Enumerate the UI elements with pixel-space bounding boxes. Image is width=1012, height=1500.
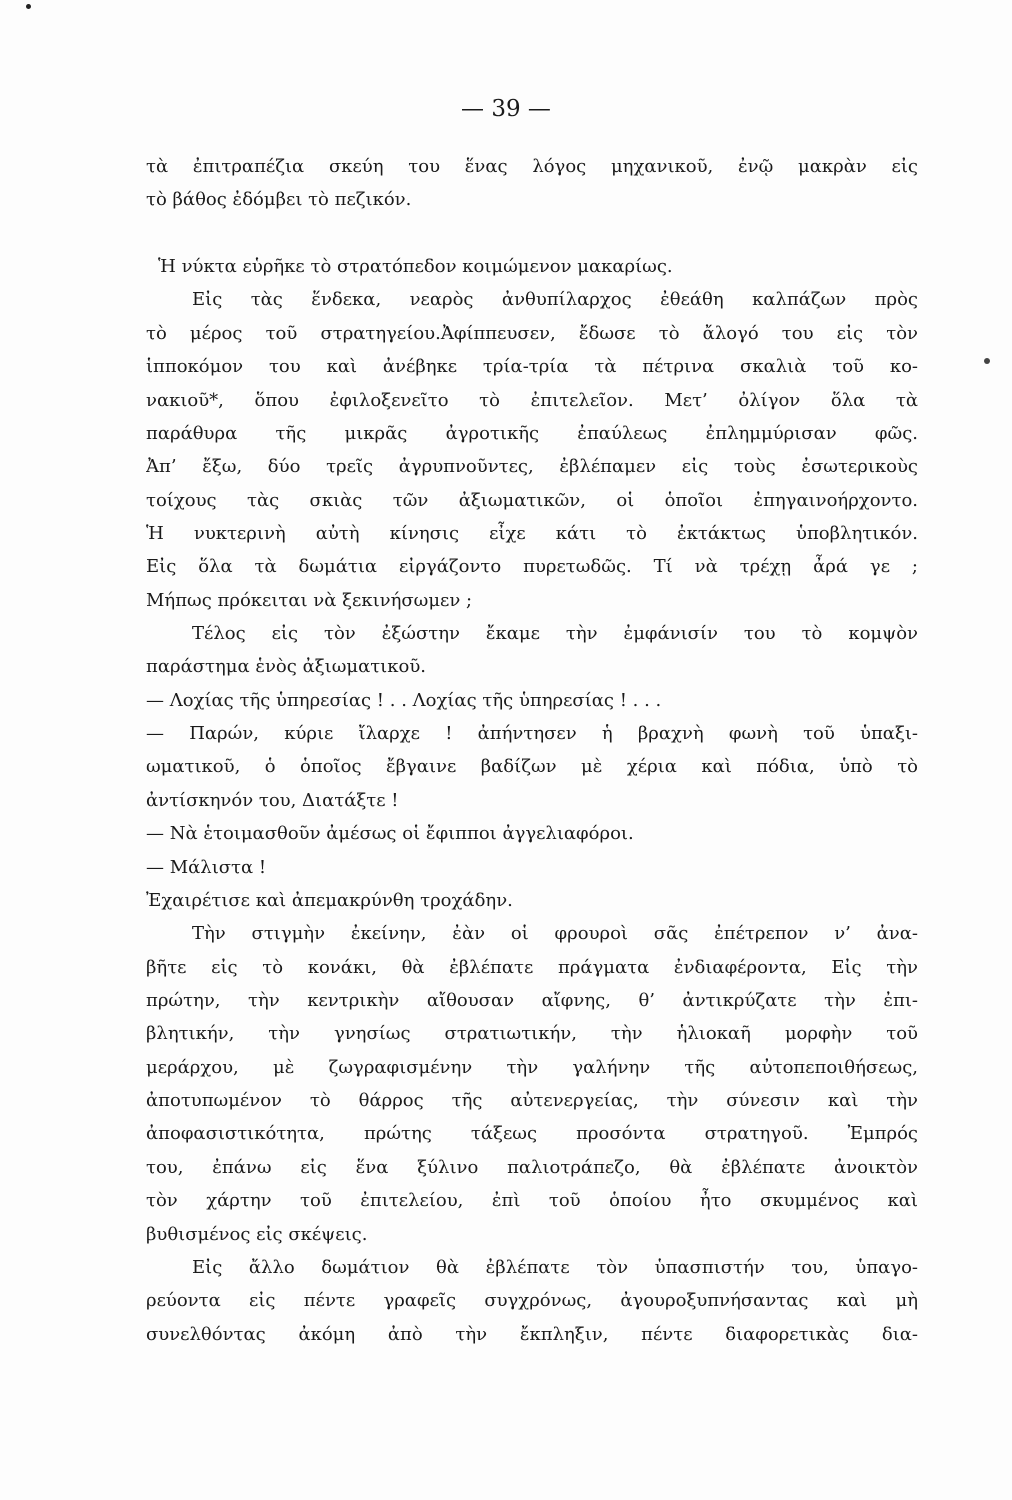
text-line: Τὴν στιγμὴν ἐκείνην, ἐὰν οἱ φρουροὶ σᾶς ἐπέτρεπον ν’ ἀνα- bbox=[192, 923, 918, 945]
text-line: — Λοχίας τῆς ὑπηρεσίας ! . . Λοχίας τῆς ὑπηρεσίας ! . . . bbox=[146, 689, 662, 711]
text-line: ρεύοντα εἰς πέντε γραφεῖς συγχρόνως, ἀγουροξυπνήσαντας καὶ μὴ bbox=[146, 1290, 918, 1312]
ink-speck bbox=[984, 358, 990, 364]
text-line: Μήπως πρόκειται νὰ ξεκινήσωμεν ; bbox=[146, 589, 473, 611]
paragraph-gap bbox=[146, 217, 918, 250]
text-line: τὸν χάρτην τοῦ ἐπιτελείου, ἐπὶ τοῦ ὁποίου ἦτο σκυμμένος καὶ bbox=[146, 1190, 918, 1212]
text-line: — Παρών, κύριε ἴλαρχε ! ἀπήντησεν ἡ βραχνὴ φωνὴ τοῦ ὑπαξι- bbox=[146, 723, 918, 745]
text-line: τὰ ἐπιτραπέζια σκεύη του ἕνας λόγος μηχανικοῦ, ἐνῷ μακρὰν εἰς bbox=[146, 156, 918, 177]
text-line: πρώτην, τὴν κεντρικὴν αἴθουσαν αἴφνης, θ’ ἀντικρύζατε τὴν ἐπι- bbox=[146, 989, 918, 1011]
text-line: Εἰς ἄλλο δωμάτιον θὰ ἐβλέπατε τὸν ὑπασπιστήν του, ὑπαγο- bbox=[192, 1256, 918, 1278]
text-line: συνελθόντας ἀκόμη ἀπὸ τὴν ἔκπληξιν, πέντε διαφορετικὰς δια- bbox=[146, 1323, 918, 1345]
text-line: Ἐχαιρέτισε καὶ ἀπεμακρύνθη τροχάδην. bbox=[146, 889, 513, 911]
text-line: νακιοῦ*, ὅπου ἐφιλοξενεῖτο τὸ ἐπιτελεῖον. Μετ’ ὀλίγον ὅλα τὰ bbox=[146, 389, 918, 411]
text-line: Ἡ νυκτερινὴ αὐτὴ κίνησις εἶχε κάτι τὸ ἐκτάκτως ὑποβλητικόν. bbox=[146, 522, 918, 544]
text-line: ἀντίσκηνόν του, Διατάξτε ! bbox=[146, 789, 399, 811]
text-line: ἀποτυπωμένον τὸ θάρρος τῆς αὐτενεργείας, τὴν σύνεσιν καὶ τὴν bbox=[146, 1090, 918, 1112]
text-line: παράστημα ἑνὸς ἀξιωματικοῦ. bbox=[146, 656, 426, 678]
text-line: βῆτε εἰς τὸ κονάκι, θὰ ἐβλέπατε πράγματα ἐνδιαφέροντα, Εἰς τὴν bbox=[146, 956, 918, 978]
text-line: Ἡ νύκτα εὑρῆκε τὸ στρατόπεδον κοιμώμενον μακαρίως. bbox=[158, 256, 673, 278]
text-line: ἀποφασιστικότητα, πρώτης τάξεως προσόντα στρατηγοῦ. Ἐμπρός bbox=[146, 1123, 918, 1145]
text-line: βλητικήν, τὴν γνησίως στρατιωτικήν, τὴν ἡλιοκαῆ μορφὴν τοῦ bbox=[146, 1023, 918, 1045]
text-line: ἱπποκόμον του καὶ ἀνέβηκε τρία-τρία τὰ πέτρινα σκαλιὰ τοῦ κο- bbox=[146, 356, 918, 378]
text-line: βυθισμένος εἰς σκέψεις. bbox=[146, 1223, 368, 1245]
text-body bbox=[146, 150, 918, 1351]
text-line: τὸ μέρος τοῦ στρατηγείου.Ἀφίππευσεν, ἔδωσε τὸ ἄλογό του εἰς τὸν bbox=[146, 322, 918, 344]
text-line: ωματικοῦ, ὁ ὁποῖος ἔβγαινε βαδίζων μὲ χέρια καὶ πόδια, ὑπὸ τὸ bbox=[146, 756, 918, 778]
text-line: τοίχους τὰς σκιὰς τῶν ἀξιωματικῶν, οἱ ὁποῖοι ἐπηγαινοήρχοντο. bbox=[146, 489, 918, 511]
text-line: — Νὰ ἑτοιμασθοῦν ἀμέσως οἱ ἔφιπποι ἀγγελιαφόροι. bbox=[146, 823, 634, 845]
text-line: μεράρχου, μὲ ζωγραφισμένην τὴν γαλήνην τῆς αὐτοπεποιθήσεως, bbox=[146, 1056, 918, 1078]
text-line: Εἰς τὰς ἕνδεκα, νεαρὸς ἀνθυπίλαρχος ἐθεάθη καλπάζων πρὸς bbox=[192, 289, 918, 311]
ink-speck bbox=[26, 4, 31, 9]
page-number: — 39 — bbox=[461, 96, 551, 122]
text-line: Ἀπ’ ἔξω, δύο τρεῖς ἀγρυπνοῦντες, ἐβλέπαμεν εἰς τοὺς ἐσωτερικοὺς bbox=[146, 456, 918, 478]
text-line: παράθυρα τῆς μικρᾶς ἀγροτικῆς ἐπαύλεως ἐπλημμύρισαν φῶς. bbox=[146, 422, 918, 444]
text-line: τὸ βάθος ἐδόμβει τὸ πεζικόν. bbox=[146, 189, 412, 211]
text-line: Εἰς ὅλα τὰ δωμάτια εἰργάζοντο πυρετωδῶς. Τί νὰ τρέχῃ ἆρά γε ; bbox=[146, 556, 918, 578]
text-line: — Μάλιστα ! bbox=[146, 856, 267, 878]
text-line: Τέλος εἰς τὸν ἐξώστην ἔκαμε τὴν ἐμφάνισίν του τὸ κομψὸν bbox=[192, 623, 918, 645]
text-line: του, ἐπάνω εἰς ἕνα ξύλινο παλιοτράπεζο, θὰ ἐβλέπατε ἀνοικτὸν bbox=[146, 1156, 918, 1178]
